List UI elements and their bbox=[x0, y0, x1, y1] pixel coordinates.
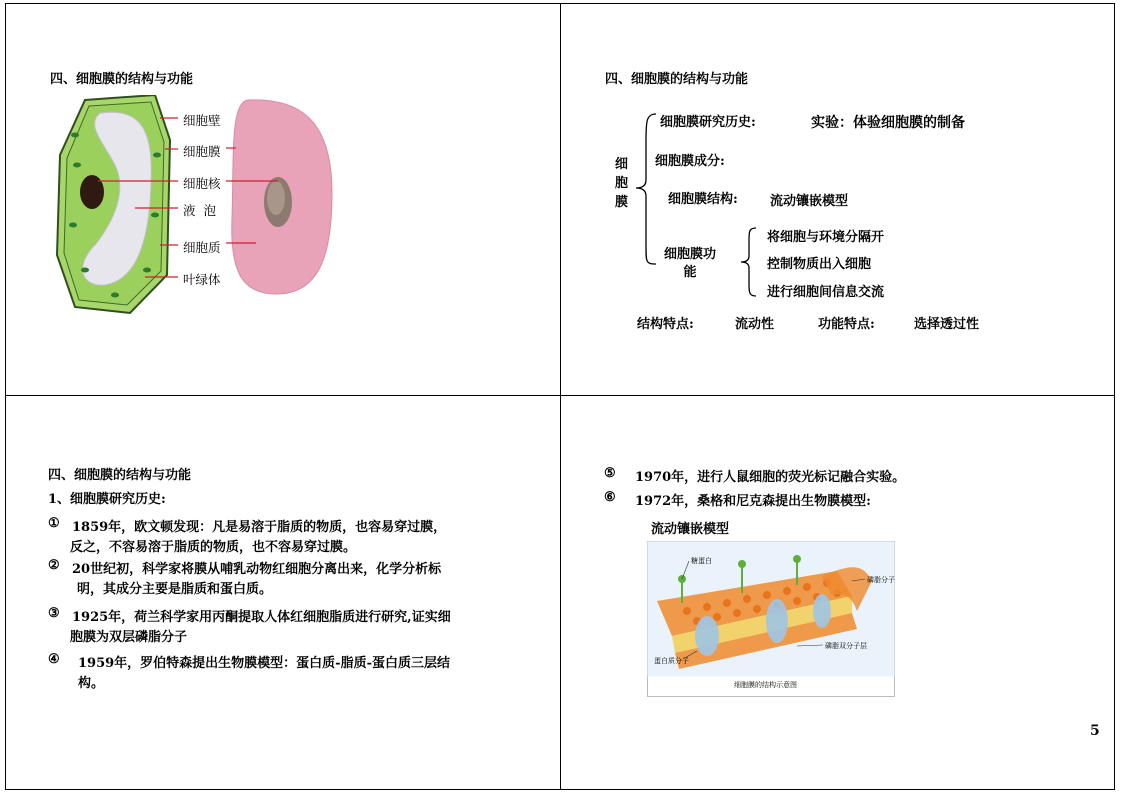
item-3-num: ③ bbox=[48, 606, 60, 621]
func-feature-value: 选择透过性 bbox=[914, 317, 980, 332]
item-1-num: ① bbox=[48, 516, 60, 531]
function-item-1: 将细胞与环境分隔开 bbox=[767, 230, 885, 245]
fluid-mosaic-figure bbox=[647, 541, 895, 697]
struct-feature-label: 结构特点: bbox=[637, 317, 694, 332]
item-6-num: ⑥ bbox=[604, 490, 616, 505]
fig-label-protein: 蛋白质分子 bbox=[654, 657, 689, 665]
quadrant-divider-vertical bbox=[560, 3, 561, 790]
label-cell-membrane: 细胞膜 bbox=[183, 144, 221, 159]
func-feature-label: 功能特点: bbox=[818, 317, 875, 332]
item-1-line1: 1859年，欧文顿发现：凡是易溶于脂质的物质，也容易穿过膜， bbox=[72, 520, 447, 535]
function-item-2: 控制物质出入细胞 bbox=[767, 257, 872, 272]
item-5-text: 1970年，进行人鼠细胞的荧光标记融合实验。 bbox=[635, 470, 906, 485]
structure-label: 细胞膜结构: bbox=[668, 192, 738, 207]
fig-caption: 细胞膜的结构示意图 bbox=[734, 681, 797, 689]
root-label: 细 胞 膜 bbox=[615, 157, 629, 210]
label-lines bbox=[90, 110, 240, 290]
label-cell-wall: 细胞壁 bbox=[183, 113, 221, 128]
item-6-text: 1972年，桑格和尼克森提出生物膜模型: bbox=[635, 494, 871, 509]
item-3-line2: 胞膜为双层磷脂分子 bbox=[70, 630, 188, 645]
q3-subtitle: 1、细胞膜研究历史: bbox=[48, 492, 166, 507]
function-brace bbox=[738, 226, 760, 298]
item-2-line2: 明，其成分主要是脂质和蛋白质。 bbox=[77, 582, 273, 597]
item-4-line2: 构。 bbox=[78, 676, 105, 691]
q3-title: 四、细胞膜的结构与功能 bbox=[48, 468, 192, 483]
fig-label-phospholipid: 磷脂分子 bbox=[867, 576, 895, 584]
fig-label-bilayer: 磷脂双分子层 bbox=[825, 642, 867, 650]
item-4-num: ④ bbox=[48, 652, 60, 667]
label-nucleus: 细胞核 bbox=[183, 176, 221, 191]
q1-title: 四、细胞膜的结构与功能 bbox=[50, 72, 194, 87]
composition-label: 细胞膜成分: bbox=[655, 154, 725, 169]
label-vacuole: 液 泡 bbox=[183, 203, 216, 218]
function-label: 细胞膜功 能 bbox=[664, 247, 717, 280]
history-label: 细胞膜研究历史: bbox=[660, 115, 756, 130]
item-5-num: ⑤ bbox=[604, 466, 616, 481]
fig-label-glycoprotein: 糖蛋白 bbox=[691, 557, 712, 565]
page-number: 5 bbox=[1090, 723, 1100, 739]
item-3-line1: 1925年，荷兰科学家用丙酮提取人体红细胞脂质进行研究,证实细 bbox=[72, 610, 451, 625]
struct-feature-value: 流动性 bbox=[735, 317, 775, 332]
experiment-text: 实验：体验细胞膜的制备 bbox=[811, 115, 965, 131]
model-title: 流动镶嵌模型 bbox=[651, 522, 730, 537]
label-chloroplast: 叶绿体 bbox=[183, 272, 221, 287]
item-2-num: ② bbox=[48, 558, 60, 573]
function-item-3: 进行细胞间信息交流 bbox=[767, 285, 885, 300]
q2-title: 四、细胞膜的结构与功能 bbox=[605, 72, 749, 87]
model-text: 流动镶嵌模型 bbox=[770, 194, 849, 209]
item-2-line1: 20世纪初，科学家将膜从哺乳动物红细胞分离出来，化学分析标 bbox=[72, 562, 442, 577]
item-1-line2: 反之，不容易溶于脂质的物质，也不容易穿过膜。 bbox=[70, 540, 357, 555]
quadrant-divider-horizontal bbox=[5, 395, 1115, 396]
item-4-line1: 1959年，罗伯特森提出生物膜模型：蛋白质-脂质-蛋白质三层结 bbox=[78, 656, 450, 671]
red-cell-lines bbox=[226, 140, 286, 250]
label-cytoplasm: 细胞质 bbox=[183, 240, 221, 255]
main-brace bbox=[632, 112, 660, 267]
